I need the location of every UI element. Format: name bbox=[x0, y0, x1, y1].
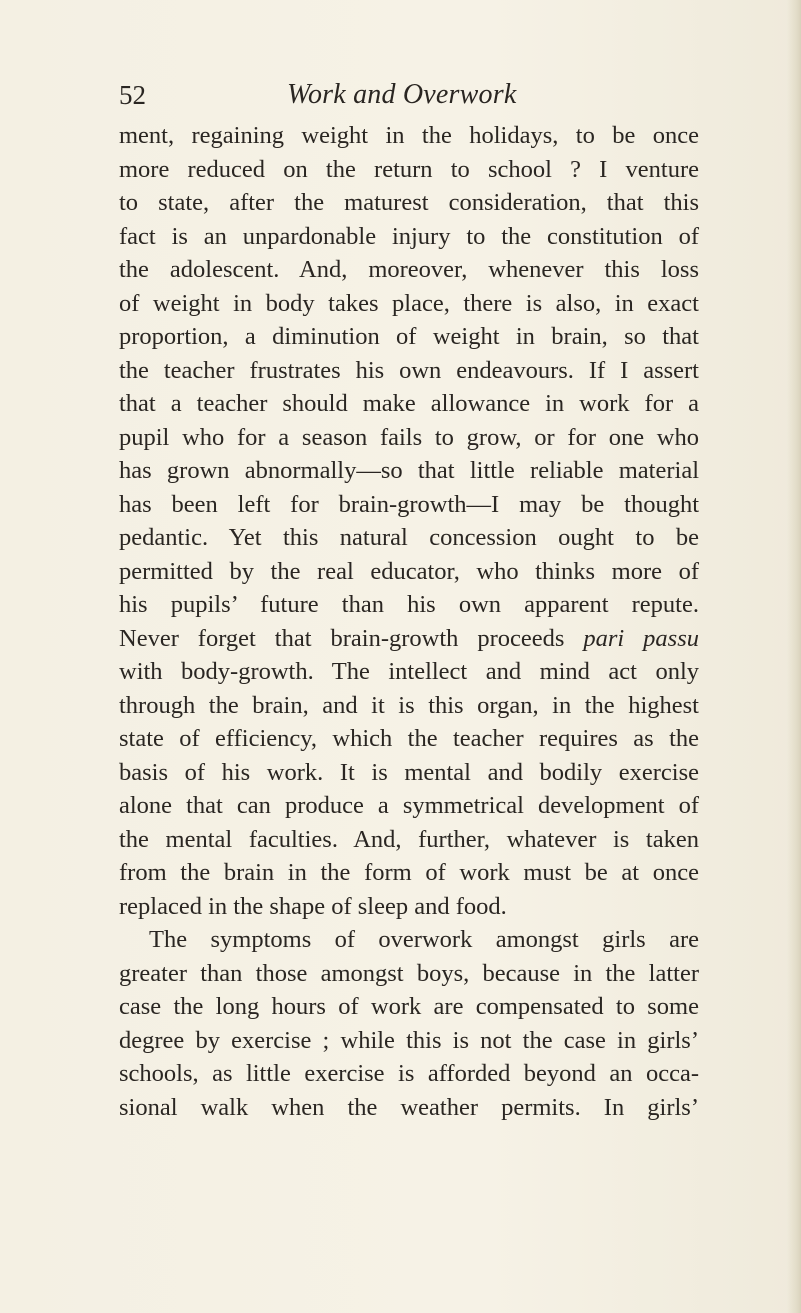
text-line: proportion, a diminution of weight in brain, so that bbox=[119, 323, 699, 350]
text-line: sional walk when the weather permits. In girls’ bbox=[119, 1093, 699, 1121]
text-line: permitted by the real educator, who thinks more of bbox=[119, 557, 699, 585]
text-line: the mental faculties. And, further, whatever is taken bbox=[119, 825, 699, 853]
page-header bbox=[119, 79, 679, 119]
text-line: basis of his work. It is mental and bodily exercise bbox=[119, 758, 699, 786]
text-line: that a teacher should make allowance in work for a bbox=[119, 390, 699, 417]
text-line: replaced in the shape of sleep and food. bbox=[119, 892, 507, 920]
text-line: schools, as little exercise is afforded beyond an occa- bbox=[119, 1060, 699, 1087]
text-line: his pupils’ future than his own apparent repute. bbox=[119, 591, 699, 618]
text-line: pedantic. Yet this natural concession ought to be bbox=[119, 524, 699, 551]
text-line: the adolescent. And, moreover, whenever this loss bbox=[119, 256, 699, 283]
page-edge-shadow bbox=[787, 0, 801, 1313]
text-line-prefix: Never forget that brain-growth proceeds bbox=[119, 624, 584, 652]
text-line: has been left for brain-growth—I may be thought bbox=[119, 490, 699, 518]
text-line: the teacher frustrates his own endeavours. If I assert bbox=[119, 356, 699, 384]
text-line: state of efficiency, which the teacher requires as the bbox=[119, 725, 699, 752]
text-line: case the long hours of work are compensated to some bbox=[119, 993, 699, 1020]
text-line: alone that can produce a symmetrical development of bbox=[119, 792, 699, 819]
text-line-pari-passu bbox=[119, 622, 699, 656]
body-text bbox=[119, 119, 699, 1124]
running-title: Work and Overwork bbox=[287, 79, 517, 110]
text-line: more reduced on the return to school ? I venture bbox=[119, 155, 699, 183]
text-line: greater than those amongst boys, because in the latter bbox=[119, 959, 699, 987]
text-line: of weight in body takes place, there is also, in exact bbox=[119, 289, 699, 317]
text-line: degree by exercise ; while this is not the case in girls’ bbox=[119, 1026, 699, 1054]
italic-phrase: pari passu bbox=[583, 624, 699, 652]
page-number: 52 bbox=[119, 80, 146, 110]
text-line: from the brain in the form of work must be at once bbox=[119, 859, 699, 886]
text-line: with body-growth. The intellect and mind act only bbox=[119, 658, 699, 685]
text-line: fact is an unpardonable injury to the constitution of bbox=[119, 222, 699, 250]
text-line: through the brain, and it is this organ, in the highest bbox=[119, 691, 699, 719]
text-line: pupil who for a season fails to grow, or for one who bbox=[119, 423, 699, 451]
text-line: has grown abnormally—so that little reliable material bbox=[119, 457, 699, 484]
text-line: The symptoms of overwork amongst girls are bbox=[149, 926, 699, 953]
text-line: to state, after the maturest consideration, that this bbox=[119, 189, 699, 216]
text-line: ment, regaining weight in the holidays, to be once bbox=[119, 122, 699, 149]
